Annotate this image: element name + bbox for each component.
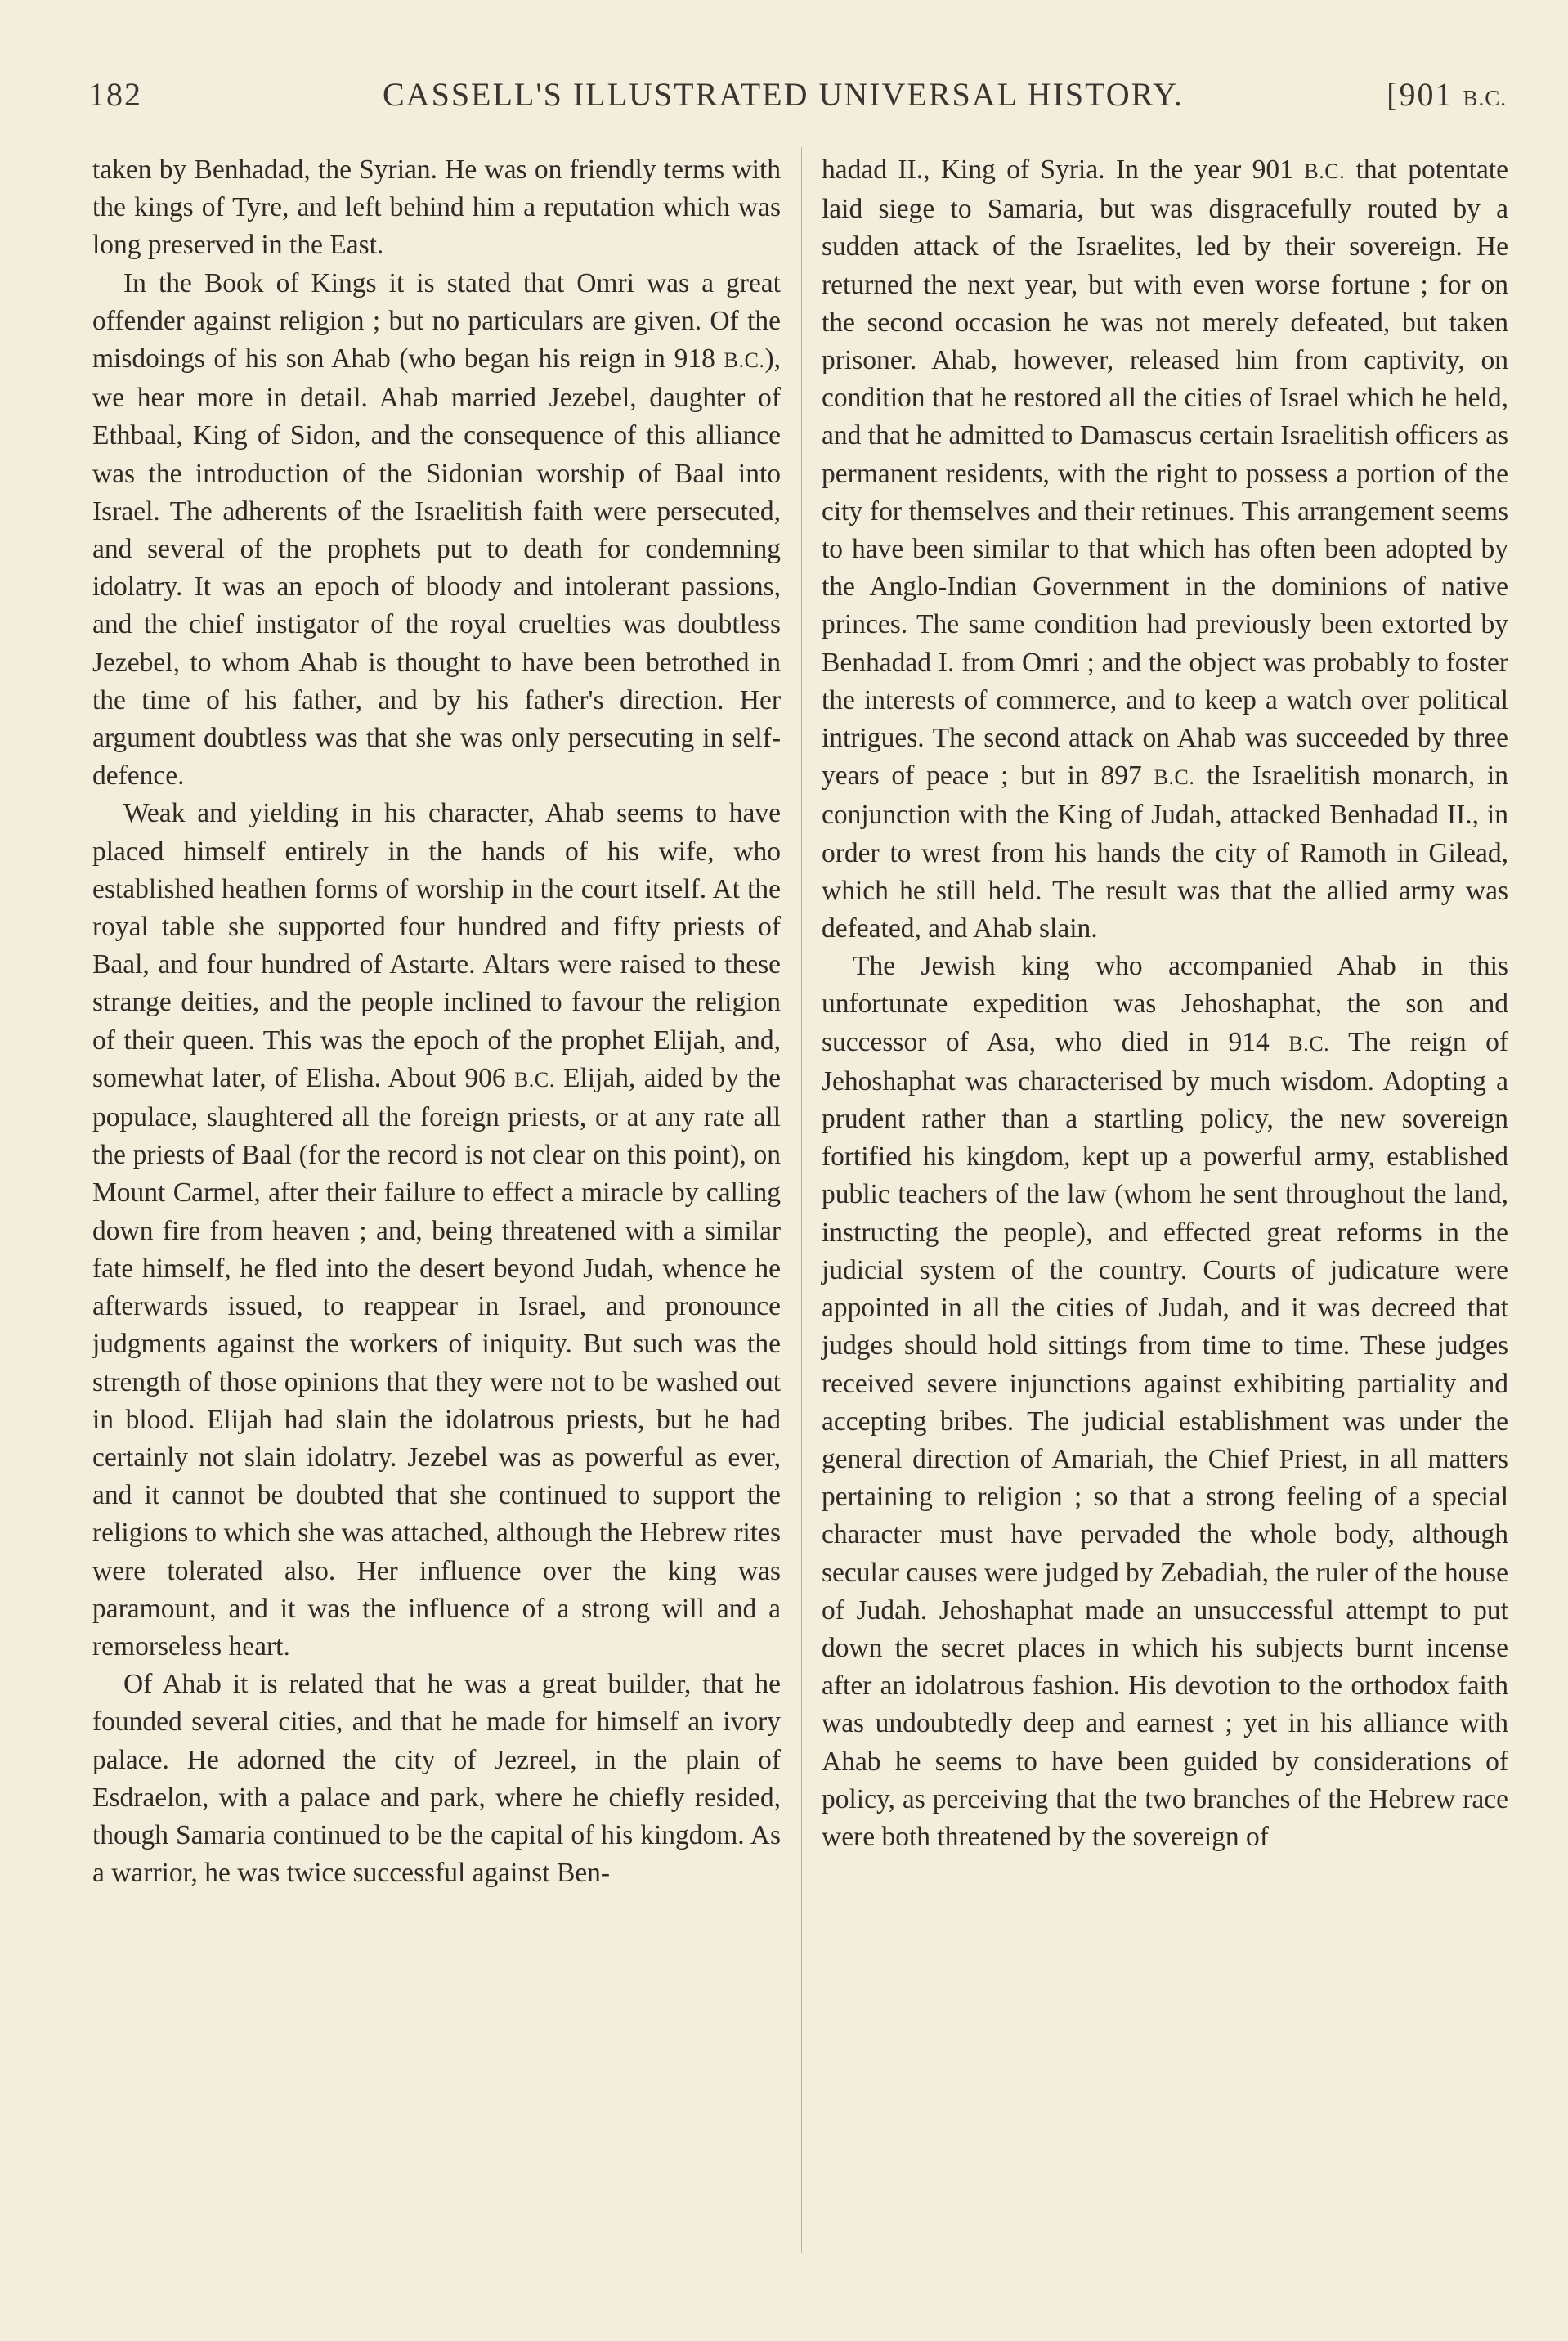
paragraph (92, 1666, 781, 1892)
small-caps-era: B.C. (513, 1067, 555, 1092)
small-caps-era: B.C. (1304, 159, 1346, 183)
small-caps-era: B.C. (1288, 1031, 1330, 1056)
running-title: CASSELL'S ILLUSTRATED UNIVERSAL HISTORY. (383, 76, 1184, 113)
paragraph (822, 151, 1508, 948)
paragraph-text: the Israelitish monarch, in conjunction with the King of Judah, attacked Benhadad II., in order to wrest from his hands the city of Ramoth in Gilead, which he still held. The result was that the allied army was defeated, and Ahab slain. (822, 760, 1508, 944)
running-date-number: [901 (1387, 76, 1463, 113)
paragraph-text: hadad II., King of Syria. In the year 901 (822, 155, 1305, 185)
paragraph-text: The Jewish king who accompanied Ahab in this unfortunate expedition was Jehoshaphat, the son and successor of Asa, who died in 914 (822, 951, 1508, 1057)
paragraph-text: Weak and yielding in his character, Ahab seems to have placed himself entirely in the hands of his wife, who established heathen forms of worship in the court itself. At the royal table she supported four hundred and fifty priests of Baal, and four hundred of Astarte. Altars were raised to these strange deities, and the people inclined to favour the religion of their queen. This was the epoch of the prophet Elijah, and, somewhat later, of Elisha. About 906 (92, 798, 781, 1093)
paragraph-text: Of Ahab it is related that he was a great builder, that he founded several cities, and that he made for himself an ivory palace. He adorned the city of Jezreel, in the plain of Esdraelon, with a palace and park, where he chiefly resided, though Samaria continued to be the capital of his kingdom. As a warrior, he was twice successful against Ben- (92, 1669, 781, 1889)
paragraph-text: that potentate laid siege to Samaria, but was disgracefully routed by a sudden attack of the Israelites, led by their sovereign. He returned the next year, but with even worse fortune ; for on the second occasion he was not merely defeated, but taken prisoner. Ahab, however, released him from captivity, on condition that he restored all the cities of Israel which he held, and that he admitted to Damascus certain Israelitish officers as permanent residents, with the right to possess a portion of the city for themselves and their retinues. This arrangement seems to have been similar to that which has often been adopted by the Anglo-Indian Government in the dominions of native princes. The same condition had previously been extorted by Benhadad I. from Omri ; and the object was probably to foster the interests of commerce, and to keep a watch over political intrigues. The second attack on Ahab was succeeded by three years of peace ; but in 897 (822, 155, 1508, 792)
paragraph (92, 151, 781, 265)
paragraph-text: taken by Benhadad, the Syrian. He was on friendly terms with the kings of Tyre, and left behind him a reputation which was long preserved in the East. (92, 155, 781, 261)
page-number: 182 (88, 76, 142, 113)
right-column (822, 151, 1508, 1856)
paragraph-text: The reign of Jehoshaphat was characterised by much wisdom. Adopting a prudent rather than a startling policy, the new sovereign fortified his kingdom, kept up a powerful army, established public teachers of the law (whom he sent throughout the land, instructing the people), and effected great reforms in the judicial system of the country. Courts of judicature were appointed in all the cities of Judah, and it was decreed that judges should hold sittings from time to time. These judges received severe injunctions against exhibiting partiality and accepting bribes. The judicial establishment was under the general direction of Amariah, the Chief Priest, in all matters pertaining to religion ; so that a strong feeling of a special character must have pervaded the whole body, although secular causes were judged by Zebadiah, the ruler of the house of Judah. Jehoshaphat made an unsuccessful attempt to put down the secret places in which his subjects burnt incense after an idolatrous fashion. His devotion to the orthodox faith was undoubtedly deep and earnest ; yet in his alliance with Ahab he seems to have been guided by considerations of policy, as perceiving that the two branches of the Hebrew race were both threatened by the sovereign of (822, 1026, 1508, 1852)
running-header (88, 75, 1507, 123)
paragraph (92, 265, 781, 796)
paragraph (92, 795, 781, 1666)
column-divider (801, 147, 802, 2253)
paragraph (822, 948, 1508, 1856)
running-date-era: B.C. (1463, 86, 1507, 110)
small-caps-era: B.C. (724, 348, 765, 373)
paragraph-text: ), we hear more in detail. Ahab married Jezebel, daughter of Ethbaal, King of Sidon, and the consequence of this alliance was the introduction of the Sidonian worship of Baal into Israel. The adherents of the Israelitish faith were persecuted, and several of the prophets put to death for condemning idolatry. It was an epoch of bloody and intolerant passions, and the chief instigator of the royal cruelties was doubtless Jezebel, to whom Ahab is thought to have been betrothed in the time of his father, and by his father's direction. Her argument doubtless was that she was only persecuting in self-defence. (92, 343, 781, 792)
small-caps-era: B.C. (1154, 765, 1195, 790)
paragraph-text: Elijah, aided by the populace, slaughtered all the foreign priests, or at any rate all the priests of Baal (for the record is not clear on this point), on Mount Carmel, after their failure to effect a miracle by calling down fire from heaven ; and, being threatened with a similar fate himself, he fled into the desert beyond Judah, whence he afterwards issued, to reappear in Israel, and pronounce judgments against the workers of iniquity. But such was the strength of those opinions that they were not to be washed out in blood. Elijah had slain the idolatrous priests, but he had certainly not slain idolatry. Jezebel was as powerful as ever, and it cannot be doubted that she continued to support the religions to which she was attached, although the Hebrew rites were tolerated also. Her influence over the king was paramount, and it was the influence of a strong will and a remorseless heart. (92, 1062, 781, 1662)
paragraph-text: In the Book of Kings it is stated that Omri was a great offender against religion ; but no particulars are given. Of the misdoings of his son Ahab (who began his reign in 918 (92, 267, 781, 374)
left-column (92, 151, 781, 1892)
running-date (1387, 75, 1507, 114)
